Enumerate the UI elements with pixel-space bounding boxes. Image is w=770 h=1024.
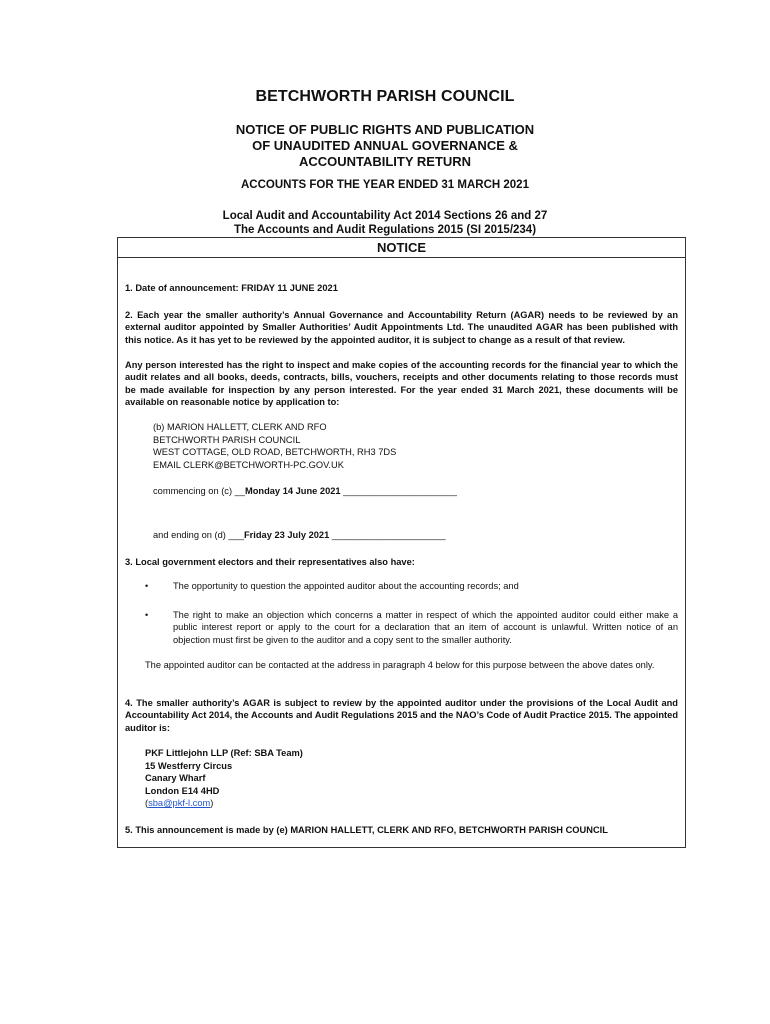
inspection-end (153, 529, 446, 541)
paragraph-1-announcement-date: 1. Date of announcement: FRIDAY 11 JUNE 2021 (125, 283, 338, 293)
commencing-blank: ______________________ (340, 486, 457, 496)
inspection-start (153, 485, 457, 497)
notice-heading-line-2: OF UNAUDITED ANNUAL GOVERNANCE & (252, 138, 518, 153)
notice-box-title: NOTICE (118, 238, 685, 258)
bullet-symbol: • (145, 581, 149, 591)
council-name: BETCHWORTH PARISH COUNCIL (255, 88, 515, 105)
auditor-street: 15 Westferry Circus (145, 761, 233, 771)
bullet-question-auditor: The opportunity to question the appointed auditor about the accounting records; and (173, 581, 519, 591)
auditor-email-line (145, 797, 213, 809)
clerk-email: EMAIL CLERK@BETCHWORTH-PC.GOV.UK (153, 460, 344, 470)
council-address-street: WEST COTTAGE, OLD ROAD, BETCHWORTH, RH3 7DS (153, 447, 397, 457)
bullet-item (145, 609, 678, 646)
ending-date: Friday 23 July 2021 (243, 530, 330, 540)
legislation-line-2: The Accounts and Audit Regulations 2015 (SI 2015/234) (233, 224, 537, 236)
notice-heading-line-3: ACCOUNTABILITY RETURN (298, 154, 472, 169)
ending-label: and ending on (d) ___ (153, 530, 244, 540)
legislation-line-1: Local Audit and Accountability Act 2014 Sections 26 and 27 (222, 210, 548, 222)
legislation-heading (0, 209, 770, 237)
auditor-city-postcode: London E14 4HD (145, 786, 220, 796)
commencing-date: Monday 14 June 2021 (244, 486, 341, 496)
notice-heading-line-1: NOTICE OF PUBLIC RIGHTS AND PUBLICATION (235, 122, 535, 137)
paren-open: ( (145, 798, 149, 808)
auditor-area: Canary Wharf (145, 773, 206, 783)
council-address-name: BETCHWORTH PARISH COUNCIL (153, 435, 301, 445)
ending-blank: ______________________ (329, 530, 446, 540)
commencing-label: commencing on (c) __ (153, 486, 245, 496)
clerk-name: (b) MARION HALLETT, CLERK AND RFO (153, 422, 327, 432)
bullet-make-objection: The right to make an objection which concerns a matter in respect of which the appointed auditor could either make a public interest report or apply to the court for a declaration that an item of account is unlawful. Written notice of an objection must first be given to the auditor and a copy sent to the smaller authority. (173, 610, 678, 645)
notice-heading (0, 122, 770, 170)
paragraph-2-inspection-rights: Any person interested has the right to inspect and make copies of the accounting records for the financial year to which the audit relates and all books, deeds, contracts, bills, vouchers, receipts and other documents relating to those records must be made available for inspection by any person interested. For the year ended 31 March 2021, these documents will be available on reasonable notice by application to: (125, 360, 678, 408)
bullet-symbol: • (145, 610, 149, 620)
auditor-email-link[interactable]: sba@pkf-l.com (148, 798, 211, 808)
auditor-firm: PKF Littlejohn LLP (Ref: SBA Team) (145, 748, 303, 758)
paragraph-2-agar: 2. Each year the smaller authority’s Annual Governance and Accountability Return (AGAR) needs to be reviewed by an external auditor appointed by Smaller Authorities’ Audit Appointments Ltd. The unaudited AGAR has been published with this notice. As it has yet to be reviewed by the appointed auditor, it is subject to change as a result of that review. (125, 310, 678, 345)
bullet-item (145, 580, 678, 592)
notice-box (117, 237, 686, 848)
paragraph-5-announcement-by: 5. This announcement is made by (e) MARION HALLETT, CLERK AND RFO, BETCHWORTH PARISH COUNCIL (125, 825, 608, 835)
accounts-year-heading: ACCOUNTS FOR THE YEAR ENDED 31 MARCH 2021 (241, 179, 529, 191)
paragraph-4-auditor-review: 4. The smaller authority’s AGAR is subject to review by the appointed auditor under the provisions of the Local Audit and Accountability Act 2014, the Accounts and Audit Regulations 2015 and the NAO’s Code of Audit Practice 2015. The appointed auditor is: (125, 698, 678, 733)
paren-close: ) (210, 798, 214, 808)
auditor-contact-note: The appointed auditor can be contacted at the address in paragraph 4 below for this purpose between the above dates only. (145, 660, 655, 670)
paragraph-3-elector-rights: 3. Local government electors and their representatives also have: (125, 557, 415, 567)
